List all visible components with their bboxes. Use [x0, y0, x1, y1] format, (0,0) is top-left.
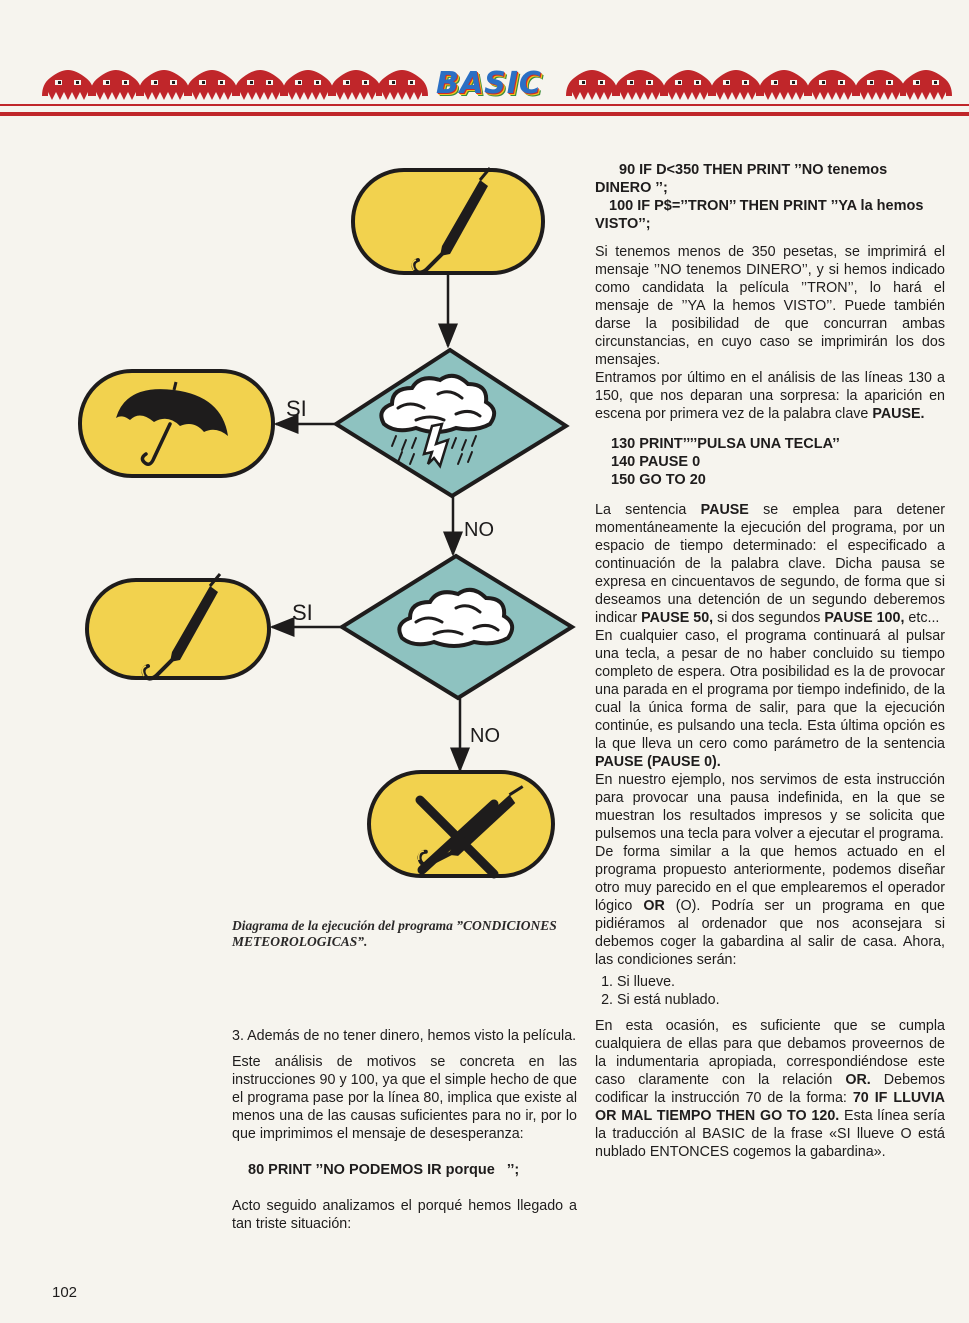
header-rule-top: [0, 104, 969, 106]
label-no-1: NO: [464, 519, 494, 541]
list-item: 2. Si está nublado.: [617, 991, 945, 1009]
code-line: 150 GO TO 20: [611, 472, 706, 488]
decision-rain: [336, 350, 566, 496]
start-terminal: [353, 168, 543, 273]
paragraph: En nuestro ejemplo, nos servimos de esta instrucción para provocar una pausa indefinida, en la que se muestran los resultados impresos y se solicita que pulsemos una tecla para volver a ejecutar el programa.: [595, 772, 945, 842]
critter-row-right: [566, 70, 952, 100]
take-umbrella-terminal: [80, 371, 273, 476]
paragraph-text: si dos segundos: [713, 610, 825, 626]
paragraph: Si tenemos menos de 350 pesetas, se imprimirá el mensaje ’’NO tenemos DINERO’’, y si hemos indicado como candidata la película ’’TRON’’, lo hará el mensaje de ’’YA la hemos VISTO’’. Puede también darse la posibilidad de que concurran ambas circunstancias, en cuyo caso se imprimirán los dos mensajes.: [595, 244, 945, 368]
paragraph: [595, 369, 945, 423]
keyword: PAUSE 50,: [641, 610, 714, 626]
paragraph: [595, 843, 945, 969]
no-umbrella-terminal: [369, 763, 553, 886]
paragraph: Este análisis de motivos se concreta en las instrucciones 90 y 100, ya que el simple hecho de que el programa pase por la línea 80, implica que existe al menos una de las causas suficientes para no ir, por lo que imprimimos el mensaje de desesperanza:: [232, 1054, 577, 1142]
label-si-2: SI: [292, 600, 313, 625]
paragraph-text: etc...: [904, 610, 940, 626]
paragraph: [595, 1017, 945, 1161]
right-column: [595, 161, 945, 1169]
label-si-1: SI: [286, 396, 307, 421]
code-line: 140 PAUSE 0: [611, 454, 701, 470]
code-line: [248, 1161, 577, 1179]
paragraph: Acto seguido analizamos el porqué hemos llegado a tan triste situación:: [232, 1198, 577, 1232]
keyword: PAUSE.: [872, 406, 925, 422]
diagram-caption: Diagrama de la ejecución del programa ”CONDICIONES METEOROLOGICAS”.: [232, 918, 557, 949]
code-line: 130 PRINT’’’’PULSA UNA TECLA’’: [611, 436, 840, 452]
paragraph: [595, 627, 945, 771]
decision-cloudy: [342, 556, 572, 698]
paragraph-text: En cualquier caso, el programa continuará al pulsar una tecla, a pesar de no haber concluido su tiempo completo de espera. Otra posibilidad es la de provocar una parada en el programa por tiempo indefinido, de la cual la única forma de salir, para que la ejecución continúe, es pulsando una tecla. Esta última opción es la que lleva un cero como parámetro de la sentencia: [595, 628, 945, 752]
code-block: [595, 161, 945, 233]
paragraph-text: De forma similar a la que hemos actuado en el programa propuesto anteriormente, podemos diseñar otro muy parecido en el que emplearemos el operador lógico: [595, 844, 945, 914]
code-line: 100 IF P$=’’TRON’’ THEN PRINT ’’YA la hemos VISTO’’;: [595, 198, 924, 232]
take-umbrella-terminal-2: [87, 574, 269, 679]
keyword: PAUSE (PAUSE 0).: [595, 754, 721, 770]
paragraph-text: En esta ocasión, es suficiente que se cumpla cualquiera de ellas para que debamos proveernos de la indumentaria apropiada, correspondiéndose este caso claramente con la relación: [595, 1018, 945, 1088]
keyword: OR: [643, 898, 665, 914]
paragraph: 3. Además de no tener dinero, hemos visto la película.: [232, 1028, 577, 1044]
paragraph-text: Debemos codificar la instrucción 70 de la forma:: [595, 1072, 945, 1106]
basic-logo: BASIC: [436, 66, 542, 101]
paragraph-text: Entramos por último en el análisis de las líneas 130 a 150, que nos deparan una sorpresa: la aparición en escena por primera vez de la palabra clave: [595, 370, 945, 422]
paragraph-text: se emplea para detener momentáneamente la ejecución del programa, por un espacio de tiempo determinado: el especificado a continuación de la palabra clave. Dicha pausa se expresa en cincuentavos de segundo, de forma que si deseamos una detención de un segundo deberemos indicar: [595, 502, 945, 626]
code-block: [611, 435, 945, 489]
header-rule-bottom: [0, 112, 969, 116]
keyword: PAUSE 100,: [824, 610, 905, 626]
keyword: 70 IF LLUVIA OR MAL TIEMPO THEN GO TO 120.: [595, 1090, 945, 1124]
code-line: 90 IF D<350 THEN PRINT ’’NO tenemos DINERO ’’;: [595, 162, 888, 196]
keyword: PAUSE: [700, 502, 749, 518]
code-text: 80 PRINT ’’NO PODEMOS IR porque ’’;: [248, 1162, 520, 1178]
keyword: OR.: [845, 1072, 871, 1088]
critter-row-left: [42, 70, 428, 100]
list-item: 1. Si llueve.: [617, 973, 945, 991]
flowchart: [0, 130, 600, 920]
paragraph: [595, 501, 945, 627]
label-no-2: NO: [470, 725, 500, 747]
paragraph-text: La sentencia: [595, 502, 701, 518]
paragraph-text: (O). Podría ser un programa en que pidiéramos al ordenador que nos aconsejara si debemos coger la gabardina al salir de casa. Ahora, las condiciones serán:: [595, 898, 946, 968]
conditions-list: [595, 973, 945, 1009]
left-column: [232, 1027, 577, 1241]
paragraph-text: Esta línea sería la traducción al BASIC de la frase «SI llueve O está nublado ENTONCES cogemos la gabardina».: [595, 1108, 945, 1160]
page-number: 102: [52, 1284, 78, 1301]
